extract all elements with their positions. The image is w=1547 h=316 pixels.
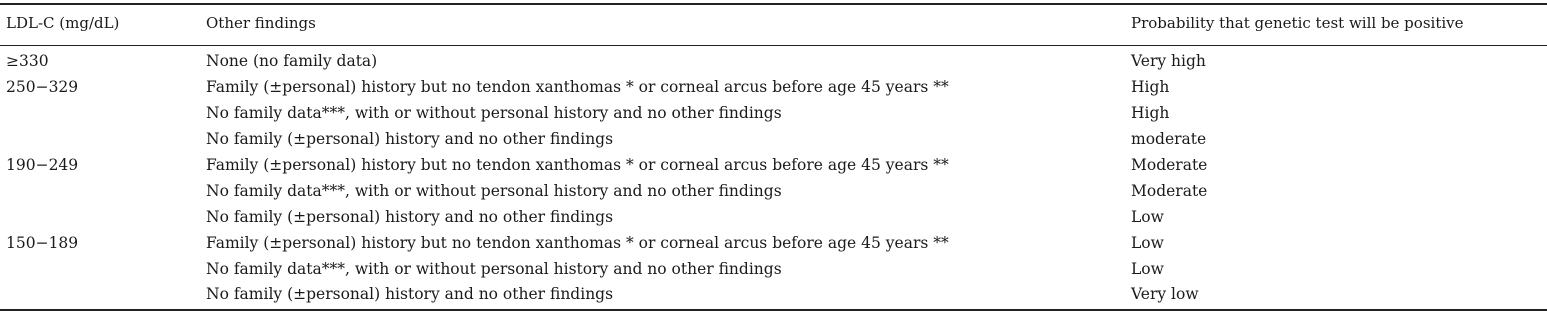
header-ldl: LDL-C (mg/dL) [6, 14, 120, 32]
row-4-probability: Moderate [1131, 156, 1208, 174]
row-2-findings: No family data***, with or without personal history and no other findings [206, 104, 782, 122]
row-7-ldl: 150−189 [6, 234, 79, 252]
table-top-rule [0, 3, 1547, 5]
table-bottom-rule [0, 309, 1547, 311]
table-header-rule [0, 45, 1547, 46]
row-3-probability: moderate [1131, 130, 1207, 148]
row-2-probability: High [1131, 104, 1170, 122]
row-9-probability: Very low [1131, 285, 1199, 303]
row-6-findings: No family (±personal) history and no other findings [206, 208, 614, 226]
row-7-findings: Family (±personal) history but no tendon xanthomas * or corneal arcus before age 45 years ** [206, 234, 949, 252]
row-0-findings: None (no family data) [206, 52, 378, 70]
row-8-probability: Low [1131, 260, 1164, 278]
header-other-findings: Other findings [206, 14, 316, 32]
row-1-ldl: 250−329 [6, 78, 79, 96]
row-5-probability: Moderate [1131, 182, 1208, 200]
header-probability: Probability that genetic test will be positive [1131, 14, 1464, 32]
row-1-findings: Family (±personal) history but no tendon xanthomas * or corneal arcus before age 45 years ** [206, 78, 949, 96]
row-5-findings: No family data***, with or without personal history and no other findings [206, 182, 782, 200]
row-1-probability: High [1131, 78, 1170, 96]
row-6-probability: Low [1131, 208, 1164, 226]
row-3-findings: No family (±personal) history and no other findings [206, 130, 614, 148]
row-0-probability: Very high [1131, 52, 1206, 70]
row-4-ldl: 190−249 [6, 156, 79, 174]
row-9-findings: No family (±personal) history and no other findings [206, 285, 614, 303]
row-7-probability: Low [1131, 234, 1164, 252]
row-0-ldl: ≥330 [6, 52, 49, 70]
row-4-findings: Family (±personal) history but no tendon xanthomas * or corneal arcus before age 45 years ** [206, 156, 949, 174]
row-8-findings: No family data***, with or without personal history and no other findings [206, 260, 782, 278]
